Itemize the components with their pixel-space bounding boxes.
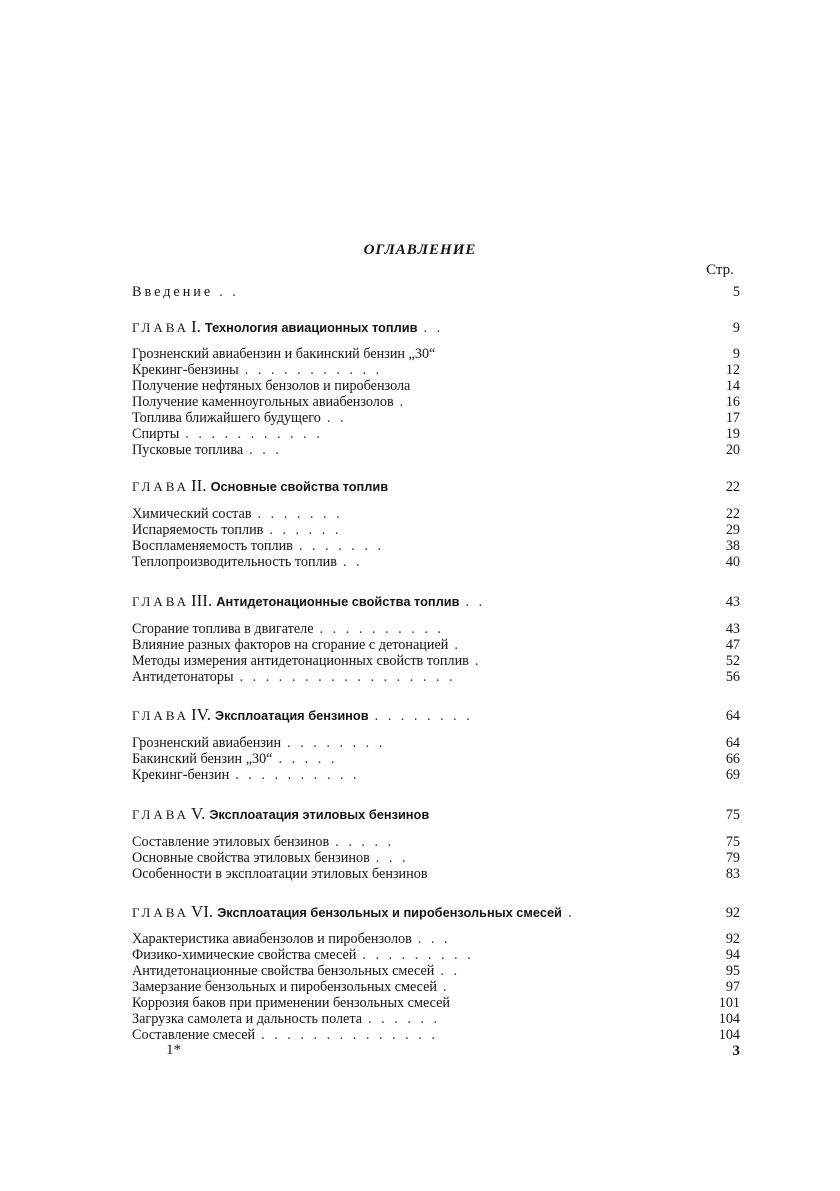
page-title: ОГЛАВЛЕНИЕ [363, 242, 477, 258]
toc-page-number: 69 [725, 767, 740, 783]
chapter-numeral: IV. [190, 705, 211, 724]
dot-leader: . . . . . [278, 751, 338, 767]
dot-leader: . . [326, 410, 347, 426]
dot-leader: . . . . . . [269, 522, 342, 538]
dot-leader: . [567, 905, 575, 921]
toc-entry-text: Составление смесей [132, 1027, 256, 1043]
toc-page-number: 97 [725, 979, 740, 995]
toc-entry-text: Физико-химические свойства смесей [132, 947, 357, 963]
chapter-numeral: I. [190, 317, 201, 336]
dot-leader: . . . . . [335, 834, 395, 850]
chapter-label: ГЛАВА [132, 479, 189, 494]
toc-entry-introduction[interactable] [132, 283, 740, 301]
toc-chapter-3[interactable] [132, 592, 740, 610]
chapter-title: Эксплоатация этиловых бензинов [209, 807, 430, 822]
toc-entry-text: Испаряемость топлив [132, 522, 264, 538]
toc-page-number: 14 [725, 378, 740, 394]
toc-entry-text: Химический состав [132, 506, 252, 522]
dot-leader: . . . . . . . . . [362, 947, 474, 963]
chapter-numeral: II. [190, 476, 207, 495]
toc-page-number: 94 [725, 947, 740, 963]
toc-entry-text: Антидетонаторы [132, 669, 234, 685]
toc-entry-text: Загрузка самолета и дальность полета [132, 1011, 363, 1027]
toc-page-number: 12 [725, 362, 740, 378]
toc-entry-text: Антидетонационные свойства бензольных смесей [132, 963, 435, 979]
toc-entry-text: Воспламеняемость топлив [132, 538, 293, 554]
dot-leader: . . . . . . . [298, 538, 384, 554]
toc-page-number: 47 [725, 637, 740, 653]
toc-entry-text: Характеристика авиабензолов и пиробензолов [132, 931, 412, 947]
toc-page-number: 92 [725, 905, 740, 921]
chapter-title: Эксплоатация бензольных и пиробензольных смесей [217, 905, 562, 920]
page-column-label: Стр. [706, 262, 734, 278]
toc-page-number: 52 [725, 653, 740, 669]
toc-entry-text: Сгорание топлива в двигателе [132, 621, 314, 637]
toc-entry-text: Грозненский авиабензин и бакинский бензин „30“ [132, 346, 436, 362]
chapter-title: Основные свойства топлив [210, 479, 389, 494]
toc-page-number: 16 [725, 394, 740, 410]
toc-page-number: 104 [718, 1011, 740, 1027]
dot-leader: . [454, 637, 461, 653]
toc-entry-text: Крекинг-бензин [132, 767, 230, 783]
chapter-numeral: V. [190, 804, 206, 823]
dot-leader: . . . . . . . . [374, 708, 473, 724]
chapter-label: ГЛАВА [132, 320, 189, 335]
toc-entry-text: Получение нефтяных бензолов и пиробензола [132, 378, 411, 394]
dot-leader: . . [465, 594, 486, 610]
dot-leader: . . . [375, 850, 409, 866]
dot-leader: . . . . . . . . . . . [244, 362, 383, 378]
toc-entry-text: Основные свойства этиловых бензинов [132, 850, 370, 866]
dot-leader: . . [423, 320, 444, 336]
toc-page-number: 66 [725, 751, 740, 767]
toc-entry[interactable] [132, 553, 740, 571]
chapter-numeral: VI. [190, 902, 214, 921]
toc-entry-text: Особенности в эксплоатации этиловых бензинов [132, 866, 428, 882]
toc-page-number: 5 [732, 284, 740, 300]
toc-entry[interactable] [132, 668, 740, 686]
toc-entry-text: Коррозия баков при применении бензольных смесей [132, 995, 450, 1011]
toc-page-number: 79 [725, 850, 740, 866]
toc-page-number: 20 [725, 442, 740, 458]
toc-page-number: 64 [725, 735, 740, 751]
dot-leader: . . [342, 554, 363, 570]
chapter-title: Технология авиационных топлив [204, 320, 418, 335]
toc-page-number: 38 [725, 538, 740, 554]
dot-leader: . . . . . . . . . . . . . . . . . [239, 669, 456, 685]
toc-entry[interactable] [132, 441, 740, 459]
toc-entry-text: Пусковые топлива [132, 442, 244, 458]
chapter-title: Эксплоатация бензинов [214, 708, 369, 723]
dot-leader: . . [219, 284, 239, 300]
chapter-title: Антидетонационные свойства топлив [216, 594, 460, 609]
dot-leader: . [474, 653, 482, 669]
toc-page-number: 19 [725, 426, 740, 442]
toc-entry-text: Введение [132, 284, 214, 300]
toc-entry[interactable] [132, 766, 740, 784]
toc-entry-text: Бакинский бензин „30“ [132, 751, 273, 767]
toc-page-number: 56 [725, 669, 740, 685]
toc-page-number: 83 [725, 866, 740, 882]
toc-entry-text: Получение каменноугольных авиабензолов [132, 394, 394, 410]
toc-entry-text: Спирты [132, 426, 180, 442]
toc-entry-text: Методы измерения антидетонационных свойств топлив [132, 653, 469, 669]
chapter-label: ГЛАВА [132, 807, 189, 822]
dot-leader: . . . . . . . . . . [235, 767, 360, 783]
chapter-label: ГЛАВА [132, 905, 189, 920]
dot-leader: . . . . . . . . [287, 735, 386, 751]
dot-leader: . . . . . . . . . . . . . . [261, 1027, 438, 1043]
toc-chapter-4[interactable] [132, 706, 740, 724]
toc-page-number: 9 [732, 320, 740, 336]
toc-page-number: 75 [725, 807, 740, 823]
toc-chapter-2[interactable] [132, 477, 740, 495]
toc-page-number: 43 [725, 594, 740, 610]
dot-leader: . [399, 394, 407, 410]
toc-page-number: 22 [725, 506, 740, 522]
toc-entry-text: Замерзание бензольных и пиробензольных смесей [132, 979, 438, 995]
toc-chapter-6[interactable] [132, 903, 740, 921]
toc-page-number: 104 [718, 1027, 740, 1043]
toc-page-number: 92 [725, 931, 740, 947]
toc-entry-text: Составление этиловых бензинов [132, 834, 330, 850]
dot-leader: . . [440, 963, 461, 979]
toc-page-number: 101 [718, 995, 740, 1011]
toc-chapter-1[interactable] [132, 318, 740, 336]
dot-leader: . [443, 979, 450, 995]
page-number: 3 [732, 1043, 740, 1059]
toc-page-number: 22 [725, 479, 740, 495]
chapter-label: ГЛАВА [132, 594, 189, 609]
toc-entry-text: Топлива ближайшего будущего [132, 410, 321, 426]
chapter-numeral: III. [190, 591, 213, 610]
toc-page-number: 95 [725, 963, 740, 979]
toc-entry-text: Теплопроизводительность топлив [132, 554, 337, 570]
toc-page-number: 9 [732, 346, 740, 362]
toc-page-number: 43 [725, 621, 740, 637]
chapter-label: ГЛАВА [132, 708, 189, 723]
signature-mark: 1* [166, 1042, 181, 1058]
toc-entry-text: Грозненский авиабензин [132, 735, 282, 751]
toc-chapter-5[interactable] [132, 805, 740, 823]
toc-page-number: 64 [725, 708, 740, 724]
dot-leader: . . . . . . . . . . . [185, 426, 323, 442]
toc-entry[interactable] [132, 865, 740, 883]
toc-page-number: 17 [725, 410, 740, 426]
dot-leader: . . . . . . [368, 1011, 441, 1027]
dot-leader: . . . . . . . [257, 506, 343, 522]
toc-page-number: 75 [725, 834, 740, 850]
toc-page-number: 40 [725, 554, 740, 570]
toc-page-number: 29 [725, 522, 740, 538]
toc-entry[interactable] [132, 1026, 740, 1044]
toc-entry-text: Влияние разных факторов на сгорание с детонацией [132, 637, 449, 653]
dot-leader: . . . . . . . . . . [319, 621, 444, 637]
dot-leader: . . . [417, 931, 451, 947]
dot-leader: . . . [249, 442, 282, 458]
toc-entry-text: Крекинг-бензины [132, 362, 239, 378]
